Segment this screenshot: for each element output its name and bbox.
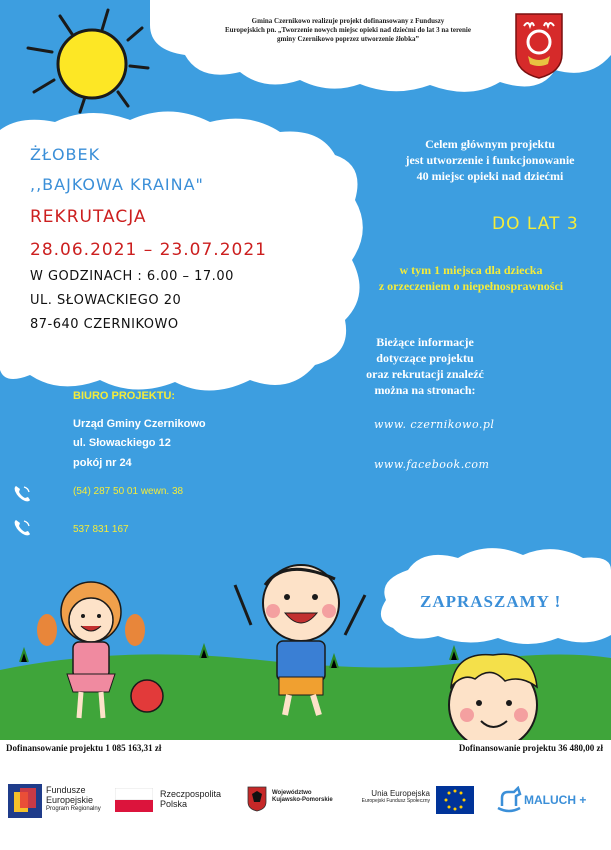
office-street: ul. Słowackiego 12	[73, 437, 171, 449]
goal-line: 40 miejsc opieki nad dziećmi	[416, 169, 564, 183]
disability-text	[330, 262, 611, 294]
sponsor-logos	[0, 770, 611, 840]
address-street: UL. SŁOWACKIEGO 20	[30, 293, 182, 308]
funding-left: Dofinansowanie projektu 1 085 163,31 zł	[6, 743, 162, 753]
address-postal: 87-640 CZERNIKOWO	[30, 317, 179, 332]
title-line-2: ,,BAJKOWA KRAINA"	[30, 175, 204, 194]
info-text	[320, 334, 530, 398]
sun-icon	[20, 8, 160, 118]
region-crest-icon	[247, 786, 267, 812]
logo-line: Fundusze	[46, 785, 86, 795]
info-line: Bieżące informacje	[376, 335, 474, 349]
goal-text	[370, 136, 610, 184]
region-logo-text	[272, 790, 333, 803]
phone-icon	[12, 518, 32, 538]
invite-text: ZAPRASZAMY !	[420, 592, 562, 611]
fe-logo-text	[46, 786, 101, 812]
kid-face-illustration	[435, 645, 550, 740]
boy-illustration	[225, 555, 375, 725]
logo-line: Europejski Fundusz Społeczny	[361, 797, 430, 804]
coat-of-arms-icon	[514, 12, 564, 80]
poland-flag-icon	[115, 788, 153, 812]
logo-line: Program Regionalny	[46, 805, 101, 812]
office-heading: BIURO PROJEKTU:	[73, 390, 176, 402]
eu-flag-icon	[436, 786, 474, 814]
website-link[interactable]: www. czernikowo.pl	[374, 418, 495, 431]
logo-line: Unia Europejska	[371, 789, 430, 798]
title-line-1: ŻŁOBEK	[30, 145, 101, 164]
fe-logo-icon	[8, 784, 42, 818]
rp-logo-text	[160, 790, 221, 810]
office-phone-1[interactable]: (54) 287 50 01 wewn. 38	[73, 486, 184, 497]
office-phone-2[interactable]: 537 831 167	[73, 524, 129, 535]
logo-line: Województwo	[272, 790, 312, 796]
phone-icon	[12, 484, 32, 504]
disability-line: w tym 1 miejsca dla dziecka	[399, 263, 543, 277]
disability-line: z orzeczeniem o niepełnosprawności	[378, 279, 564, 293]
goal-line: Celem głównym projektu	[425, 137, 555, 151]
info-line: oraz rekrutacji znaleźć	[366, 367, 484, 381]
office-name: Urząd Gminy Czernikowo	[73, 418, 206, 430]
logo-line: Polska	[160, 798, 188, 809]
recruitment-label: REKRUTACJA	[30, 207, 147, 227]
project-header	[208, 17, 488, 44]
age-limit: DO LAT 3	[492, 214, 579, 234]
recruitment-dates: 28.06.2021 – 23.07.2021	[30, 240, 267, 260]
girl-illustration	[35, 580, 165, 730]
goal-line: jest utworzenie i funkcjonowanie	[405, 153, 575, 167]
recruitment-hours: W GODZINACH : 6.00 – 17.00	[30, 269, 234, 284]
header-line: gminy Czernikowo poprzez utworzenie żłobka”	[277, 35, 419, 43]
header-line: Gmina Czernikowo realizuje projekt dofinansowany z Funduszy	[251, 17, 445, 25]
funding-right: Dofinansowanie projektu 36 480,00 zł	[458, 743, 603, 753]
logo-line: Rzeczpospolita	[160, 789, 222, 799]
header-line: Europejskich pn. „Tworzenie nowych miejsc opieki nad dziećmi do lat 3 na terenie	[225, 26, 471, 34]
office-room: pokój nr 24	[73, 457, 132, 469]
maluch-logo-text: MALUCH +	[524, 793, 587, 807]
info-line: dotyczące projektu	[376, 351, 474, 365]
logo-line: Europejskie	[46, 794, 94, 805]
info-line: można na stronach:	[374, 383, 476, 397]
eu-logo-text	[352, 790, 430, 804]
logo-line: Kujawsko-Pomorskie	[272, 796, 333, 803]
rocking-horse-icon	[494, 786, 524, 814]
facebook-link[interactable]: www.facebook.com	[374, 458, 490, 471]
